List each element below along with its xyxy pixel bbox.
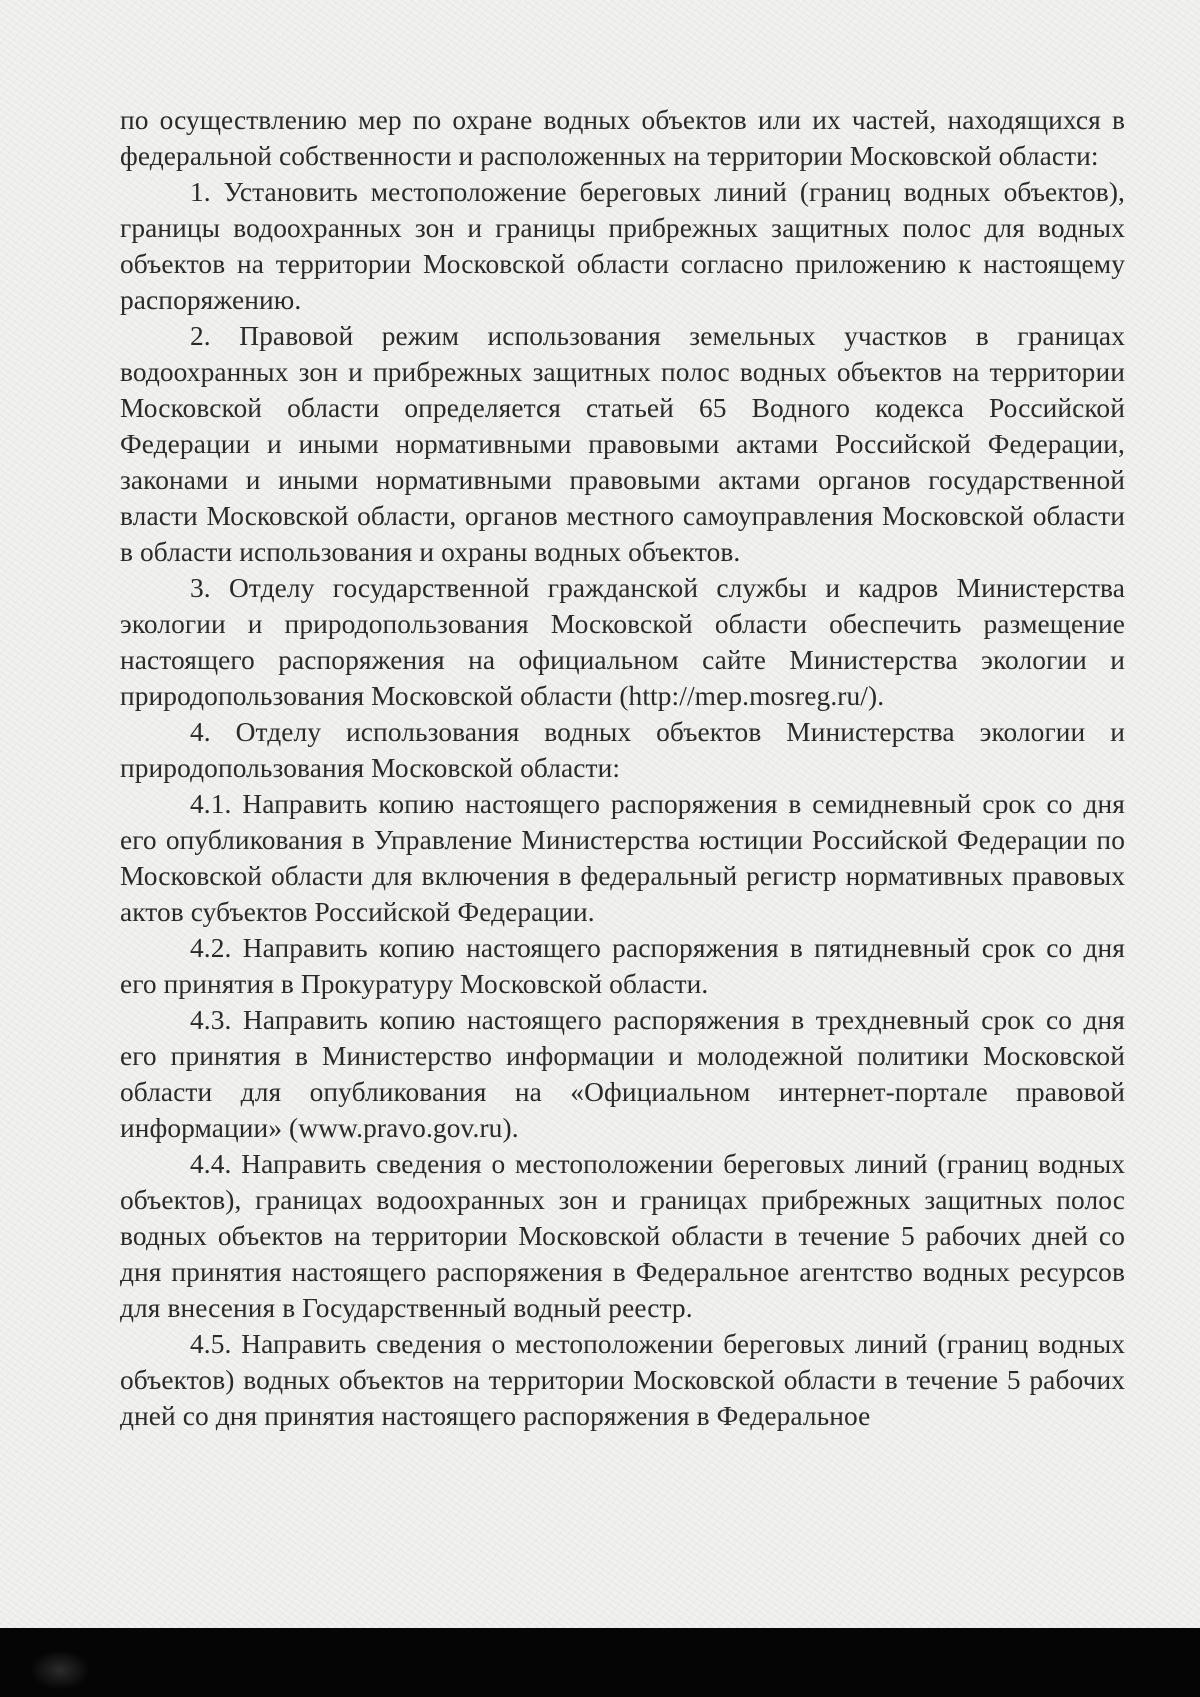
paragraph-item-4: 4. Отделу использования водных объектов Министерства экологии и природопользования Московской области: (120, 717, 1125, 783)
paragraph-item-4-2: 4.2. Направить копию настоящего распоряжения в пятидневный срок со дня его принятия в Прокуратуру Московской области. (120, 933, 1125, 999)
paragraph-item-1: 1. Установить местоположение береговых линий (границ водных объектов), границы водоохранных зон и границы прибрежных защитных полос для водных объектов на территории Московской области согласно приложению к настоящему распоряжению. (120, 177, 1125, 315)
paragraph-item-3: 3. Отделу государственной гражданской службы и кадров Министерства экологии и природопользования Московской области обеспечить размещение настоящего распоряжения на официальном сайте Министерства экологии и природопользования Московской области (http://mep.mosreg.ru/). (120, 573, 1125, 711)
scan-bottom-edge (0, 1628, 1200, 1697)
document-body (120, 102, 1125, 1434)
paragraph-item-4-1: 4.1. Направить копию настоящего распоряжения в семидневный срок со дня его опубликования в Управление Министерства юстиции Российской Федерации по Московской области для включения в федеральный регистр нормативных правовых актов субъектов Российской Федерации. (120, 789, 1125, 927)
paragraph-item-4-3: 4.3. Направить копию настоящего распоряжения в трехдневный срок со дня его принятия в Министерство информации и молодежной политики Московской области для опубликования на «Официальном интернет-портале правовой информации» (www.pravo.gov.ru). (120, 1005, 1125, 1143)
paragraph-item-4-5: 4.5. Направить сведения о местоположении береговых линий (границ водных объектов) водных объектов на территории Московской области в течение 5 рабочих дней со дня принятия настоящего распоряжения в Федеральное (120, 1329, 1125, 1431)
scan-artifact (30, 1650, 90, 1690)
paragraph-intro-continuation: по осуществлению мер по охране водных объектов или их частей, находящихся в федеральной собственности и расположенных на территории Московской области: (120, 105, 1125, 171)
paragraph-item-2: 2. Правовой режим использования земельных участков в границах водоохранных зон и прибрежных защитных полос водных объектов на территории Московской области определяется статьей 65 Водного кодекса Российской Федерации и иными нормативными правовыми актами Российской Федерации, законами и иными нормативными правовыми актами органов государственной власти Московской области, органов местного самоуправления Московской области в области использования и охраны водных объектов. (120, 321, 1125, 567)
paragraph-item-4-4: 4.4. Направить сведения о местоположении береговых линий (границ водных объектов), границах водоохранных зон и границах прибрежных защитных полос водных объектов на территории Московской области в течение 5 рабочих дней со дня принятия настоящего распоряжения в Федеральное агентство водных ресурсов для внесения в Государственный водный реестр. (120, 1149, 1125, 1323)
